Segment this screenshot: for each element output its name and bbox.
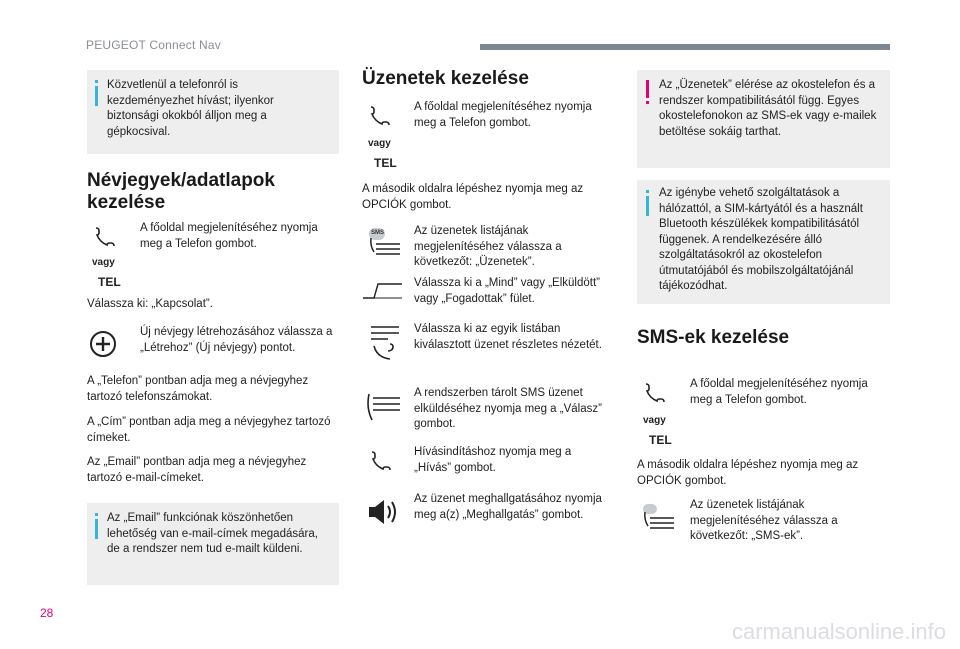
phone-icon [92, 224, 118, 250]
phone-field-text: A „Telefon” pontban adja meg a névjegyhez tartozó telefonszámokat. [87, 375, 309, 403]
step-select-tab: Válassza ki a „Mind” vagy „Elküldött” vagy „Fogadottak” fület. [414, 277, 600, 305]
sms-badge: SMS [371, 230, 385, 236]
header-rule [480, 44, 890, 50]
warning-icon [646, 80, 649, 106]
info-box-email [87, 503, 339, 585]
info-text: Az „Email” funkciónak köszönhetően lehetőség van e-mail-címek megadására, de a rendszer nem tud e-mailt küldeni. [107, 512, 318, 555]
step-messages-list: Az üzenetek listájának megjelenítéséhez válassza a következőt: „Üzenetek”. [414, 225, 562, 268]
step-call: Hívásindításhoz nyomja meg a „Hívás” gombot. [414, 446, 572, 474]
choose-contacts: Válassza ki: „Kapcsolat”. [87, 298, 213, 310]
step-home-phone: A főoldal megjelenítéséhez nyomja meg a Telefon gombot. [140, 222, 318, 250]
info-icon [95, 513, 98, 539]
step-new-contact: Új névjegy létrehozásához válassza a „Létrehoz” (Új névjegy) pontot. [140, 326, 333, 354]
warning-text: Az „Üzenetek” elérése az okostelefon és a rendszer kompatibilitásától függ. Egyes okostelefonokon az SMS-ek vagy e-mailek betöltése sokáig tarthat. [659, 79, 877, 138]
address-field-text: A „Cím” pontban adja meg a névjegyhez tartozó címeket. [87, 416, 331, 444]
sms-list-icon [642, 502, 678, 534]
info-text: Az igénybe vehető szolgáltatások a hálózattól, a SIM-kártyától és a használt Bluetooth készülékek kompatibilitásától függenek. A rendelkezésére álló szolgáltatásokról az okostelefon útmutatójából és mobilszolgáltatójánál tájékozódhat. [659, 187, 863, 292]
or-label: vagy [368, 138, 391, 149]
add-contact-icon [88, 329, 118, 359]
phone-icon [642, 380, 668, 406]
step-message-detail: Válassza ki az egyik listában kiválasztott üzenet részletes nézetét. [414, 323, 602, 351]
step-home-phone: A főoldal megjelenítéséhez nyomja meg a Telefon gombot. [690, 378, 868, 406]
options-step: A második oldalra lépéshez nyomja meg az OPCIÓK gombot. [637, 459, 859, 487]
page-number: 28 [40, 606, 54, 620]
tabs-icon [362, 282, 404, 300]
section-title-contacts: Névjegyek/adatlapok kezelése [87, 170, 275, 213]
or-label: vagy [92, 257, 115, 268]
running-header: PEUGEOT Connect Nav [86, 38, 221, 52]
tel-button-label: TEL [374, 156, 397, 170]
reply-icon [366, 390, 404, 424]
step-sms-list: Az üzenetek listájának megjelenítéséhez válassza a következőt: „SMS-ek”. [690, 499, 838, 542]
info-icon [646, 190, 649, 216]
section-title-sms: SMS-ek kezelése [637, 327, 790, 348]
or-label: vagy [643, 415, 666, 426]
step-reply: A rendszerben tárolt SMS üzenet elküldéséhez nyomja meg a „Válasz” gombot. [414, 387, 602, 430]
call-icon [368, 448, 394, 474]
watermark: carmanualsonline.info [731, 619, 946, 644]
warning-box [637, 70, 890, 168]
info-icon [95, 80, 98, 106]
tel-button-label: TEL [649, 433, 672, 447]
step-listen: Az üzenet meghallgatásához nyomja meg a(z) „Meghallgatás” gombot. [414, 493, 602, 521]
phone-icon [367, 103, 393, 129]
info-text: Közvetlenül a telefonról is kezdeményezhet hívást; ilyenkor biztonsági okokból álljon meg a gépkocsival. [107, 79, 274, 138]
speaker-icon [366, 496, 402, 528]
info-box-services [637, 180, 890, 304]
tel-button-label: TEL [98, 275, 121, 289]
section-title-messages: Üzenetek kezelése [362, 68, 529, 89]
info-box-direct-call [87, 70, 339, 154]
email-field-text: Az „Email” pontban adja meg a névjegyhez tartozó e-mail-címeket. [87, 456, 307, 484]
options-step: A második oldalra lépéshez nyomja meg az OPCIÓK gombot. [362, 183, 584, 211]
step-home-phone: A főoldal megjelenítéséhez nyomja meg a Telefon gombot. [414, 101, 592, 129]
message-detail-icon [368, 324, 402, 362]
